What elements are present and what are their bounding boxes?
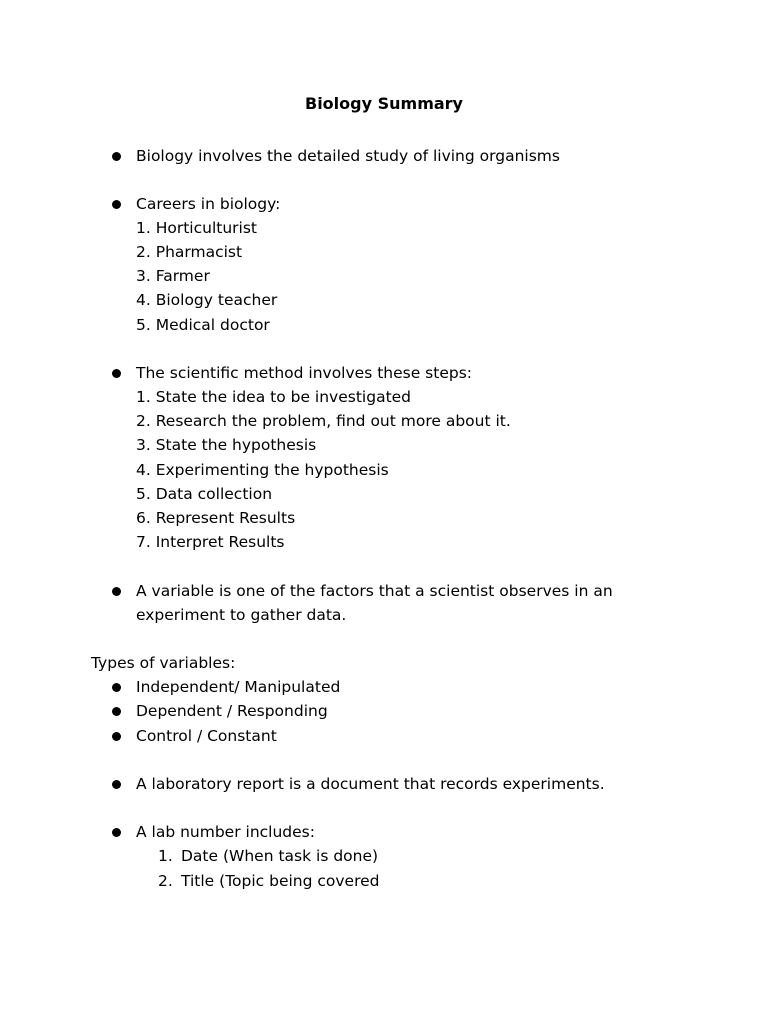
variable-type-item: Independent/ Manipulated <box>136 678 341 696</box>
career-item: 5. Medical doctor <box>136 316 270 334</box>
method-step: 3. State the hypothesis <box>136 436 317 454</box>
bullet-text-lab-report: A laboratory report is a document that records experiments. <box>136 775 605 793</box>
bullet-icon <box>112 200 121 209</box>
bullet-icon <box>112 828 121 837</box>
bullet-icon <box>112 707 121 716</box>
bullet-text-careers: Careers in biology: <box>136 195 281 213</box>
method-step: 5. Data collection <box>136 485 273 503</box>
method-step: 7. Interpret Results <box>136 533 285 551</box>
method-step: 4. Experimenting the hypothesis <box>136 461 389 479</box>
variable-type-item: Control / Constant <box>136 727 277 745</box>
lab-item-text: Title (Topic being covered <box>181 872 380 890</box>
bullet-icon <box>112 683 121 692</box>
lab-item-number: 2. <box>158 872 173 890</box>
types-heading: Types of variables: <box>91 654 236 672</box>
method-step: 1. State the idea to be investigated <box>136 388 412 406</box>
bullet-text-variable-definition-cont: experiment to gather data. <box>136 606 347 624</box>
career-item: 2. Pharmacist <box>136 243 243 261</box>
bullet-icon <box>112 587 121 596</box>
career-item: 4. Biology teacher <box>136 291 278 309</box>
career-item: 3. Farmer <box>136 267 210 285</box>
bullet-icon <box>112 369 121 378</box>
document-title: Biology Summary <box>305 94 463 113</box>
method-step: 6. Represent Results <box>136 509 296 527</box>
variable-type-item: Dependent / Responding <box>136 702 328 720</box>
bullet-text-scientific-method: The scientific method involves these steps: <box>136 364 473 382</box>
method-step: 2. Research the problem, find out more about it. <box>136 412 511 430</box>
bullet-text-lab-number: A lab number includes: <box>136 823 315 841</box>
bullet-icon <box>112 732 121 741</box>
lab-item-text: Date (When task is done) <box>181 847 379 865</box>
bullet-icon <box>112 152 121 161</box>
career-item: 1. Horticulturist <box>136 219 257 237</box>
lab-item-number: 1. <box>158 847 173 865</box>
bullet-text-biology-definition: Biology involves the detailed study of living organisms <box>136 147 560 165</box>
bullet-icon <box>112 780 121 789</box>
bullet-text-variable-definition: A variable is one of the factors that a scientist observes in an <box>136 582 613 600</box>
